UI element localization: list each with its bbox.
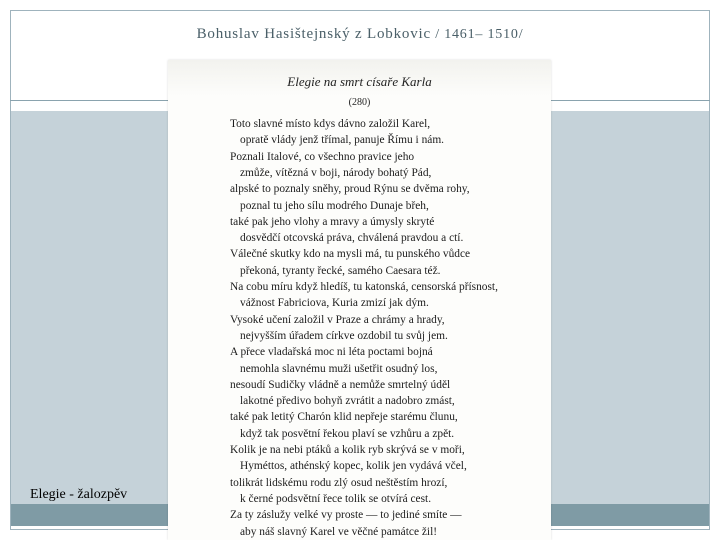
poem-title: Elegie na smrt císaře Karla bbox=[287, 74, 432, 89]
poem-number: (280) bbox=[348, 97, 371, 108]
poem-line: Na cobu míru když hledíš, tu katonská, censorská přísnost, bbox=[230, 281, 498, 293]
poem-line: dosvědčí otcovská práva, chválená pravdou a ctí. bbox=[240, 232, 464, 245]
poem-line: Za ty záslužy velké vy proste — to jediné smíte — bbox=[230, 509, 462, 522]
slide-caption: Elegie - žalozpěv bbox=[30, 487, 128, 502]
poem-line: k černé podsvětní řece tolik se otvírá cest. bbox=[240, 492, 432, 505]
poem-line: Poznali Italové, co všechno pravice jeho bbox=[230, 150, 415, 163]
poem-line: zmůže, vítězná v boji, národy bohatý Pád, bbox=[240, 166, 432, 179]
poem-line: také pak letitý Charón klid nepřeje starému člunu, bbox=[230, 411, 458, 424]
poem-line: lakotné předivo bohyň zvrátit a nadobro zmást, bbox=[240, 395, 455, 408]
poem-line: také pak jeho vlohy a mravy a úmysly skryté bbox=[230, 215, 435, 228]
poem-line: nesoudí Sudičky vládně a nemůže smrtelný úděl bbox=[230, 378, 451, 391]
poem-line: Hyméttos, athénský kopec, kolik jen vydává včel, bbox=[240, 460, 467, 473]
poem-line: nejvyšším úřadem církve ozdobil tu svůj jem. bbox=[240, 329, 448, 342]
poem-line: nemohla slavnému muži ušetřit osudný los, bbox=[240, 362, 438, 375]
poem-line: překoná, tyranty řecké, samého Caesara též. bbox=[240, 264, 441, 277]
poem-line: opratě vlády jenž třímal, panuje Římu i nám. bbox=[240, 134, 445, 147]
poem-line: Kolik je na nebi ptáků a kolik ryb skrývá se v moři, bbox=[230, 444, 465, 456]
poem-line: když tak posvětní řekou plaví se vzhůru a zpět. bbox=[240, 427, 455, 440]
poem-line: A přece vladařská moc ni léta poctami bojná bbox=[230, 346, 433, 359]
slide-title bbox=[0, 26, 720, 43]
poem-line: Válečné skutky kdo na mysli má, tu punského vůdce bbox=[230, 248, 471, 261]
poem-line: alpské to poznaly sněhy, proud Rýnu se dvěma rohy, bbox=[230, 183, 470, 196]
poem-line: tolikrát lidskému rodu zlý osud neštěstím hrozí, bbox=[230, 476, 448, 489]
poem-line: Vysoké učení založil v Praze a chrámy a hrady, bbox=[230, 313, 445, 326]
title-years: / 1461– 1510/ bbox=[430, 27, 524, 42]
poem-line: vážnost Fabriciova, Kuria zmizí jak dým. bbox=[240, 297, 429, 310]
poem-line: Toto slavné místo kdys dávno založil Karel, bbox=[230, 118, 431, 130]
poem-line: aby náš slavný Karel ve věčné památce žil! bbox=[240, 525, 438, 538]
poem-line: poznal tu jeho sílu modrého Dunaje břeh, bbox=[240, 199, 429, 212]
title-name: Bohuslav Hasištejnský z Lobkovic bbox=[196, 26, 431, 42]
scanned-page-image bbox=[168, 60, 551, 540]
